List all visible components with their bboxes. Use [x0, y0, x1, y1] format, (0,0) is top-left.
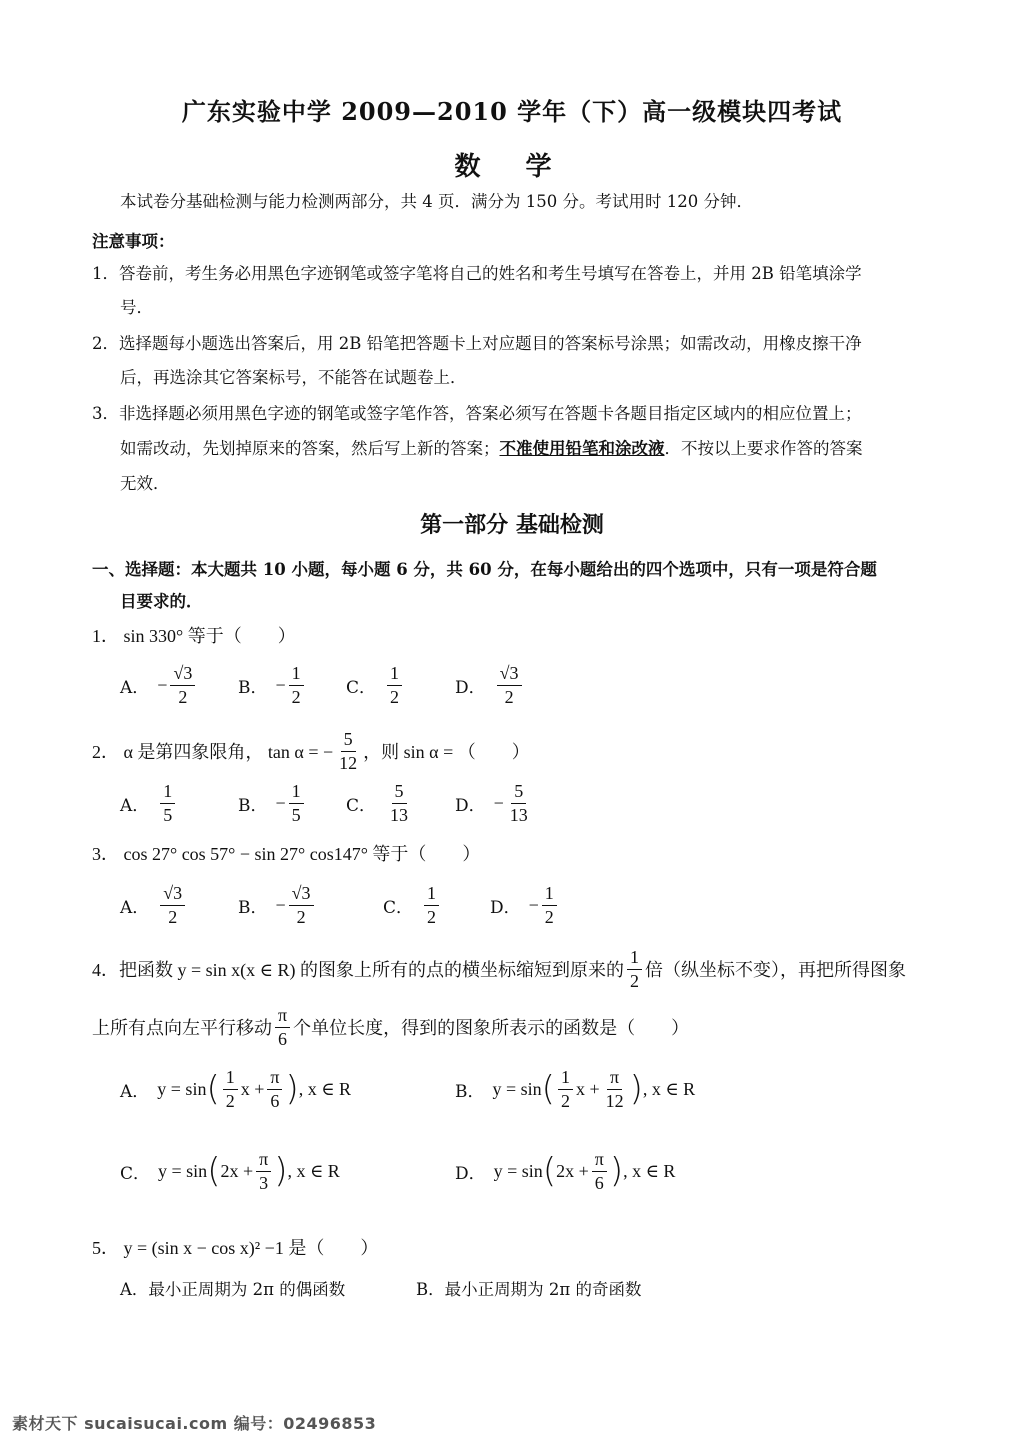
q2-option-a: A． $\frac{1}{5}$: [120, 782, 178, 825]
q4-option-b: B． y = sin ( $\frac{1}{2}$ x + $\frac{\pi}{12}$ ) , x ∈ R: [455, 1067, 696, 1111]
note-3-line-2: 如需改动，先划掉原来的答案，然后写上新的答案；不准使用铅笔和涂改液．不按以上要求作答的答案: [120, 439, 863, 458]
note-2-line-2: 后，再选涂其它答案标号，不能答在试题卷上．: [120, 368, 467, 387]
q2-option-c: C． $\frac{5}{13}$: [346, 781, 409, 825]
q3-option-d: D． − $\frac{1}{2}$: [490, 884, 560, 927]
q5-option-a: A．最小正周期为 2π 的偶函数: [120, 1280, 346, 1299]
q4-stem-line-2: 上所有点向左平行移动 $\frac{\pi}{6}$ 个单位长度，得到的图象所表示的函数是（ ）: [92, 1005, 690, 1049]
q4-option-d: D． y = sin ( 2x + $\frac{\pi}{6}$ ) , x ∈ R: [455, 1149, 676, 1193]
q3-option-b: B． − $\frac{√3}{2}$: [238, 884, 317, 927]
q2-option-b: B． − $\frac{1}{5}$: [238, 782, 307, 825]
note-1-line-2: 号．: [120, 298, 153, 317]
exam-intro: 本试卷分基础检测与能力检测两部分，共 4 页．满分为 150 分。考试用时 120 分钟．: [120, 192, 753, 211]
mc-instructions-line-2: 目要求的．: [120, 592, 203, 611]
q3-option-a: A． $\frac{√3}{2}$: [120, 884, 188, 927]
section-1-title: 第一部分 基础检测: [420, 512, 604, 538]
q1-option-c: C． $\frac{1}{2}$: [346, 664, 405, 707]
note-3-line-1: 3．非选择题必须用黑色字迹的钢笔或签字笔作答，答案必须写在答题卡各题目指定区域内的相应位置上；: [92, 404, 862, 423]
q3-option-c: C． $\frac{1}{2}$: [383, 884, 442, 927]
q2-option-d: D． − $\frac{5}{13}$: [455, 781, 528, 825]
q2-stem: 2． α 是第四象限角， tan α = − $\frac{5}{12}$ ，则 sin α = （ ）: [92, 729, 530, 773]
notes-heading: 注意事项：: [92, 232, 175, 251]
exam-title: 广东实验中学 2009—2010 学年（下）高一级模块四考试: [181, 97, 843, 126]
q4-option-c: C． y = sin ( 2x + $\frac{\pi}{3}$ ) , x ∈ R: [120, 1149, 340, 1193]
q3-stem: 3． cos 27° cos 57° − sin 27° cos147° 等于（ ）: [92, 844, 481, 864]
note-1-line-1: 1．答卷前，考生务必用黑色字迹钢笔或签字笔将自己的姓名和考生号填写在答卷上，并用 2B 铅笔填涂学: [92, 264, 862, 283]
q5-stem: 5． y = (sin x − cos x)² −1 是（ ）: [92, 1238, 379, 1258]
q1-stem: 1． sin 330° 等于（ ）: [92, 626, 296, 646]
watermark: 素材天下 sucaisucai.com 编号：02496853: [12, 1414, 377, 1433]
subject-title: 数 学: [454, 152, 570, 182]
underlined-warning: 不准使用铅笔和涂改液: [499, 439, 665, 458]
q1-option-a: A． − $\frac{√3}{2}$: [120, 664, 198, 707]
note-2-line-1: 2．选择题每小题选出答案后，用 2B 铅笔把答题卡上对应题目的答案标号涂黑；如需改动，用橡皮擦干净: [92, 334, 862, 353]
q1-option-b: B． − $\frac{1}{2}$: [238, 664, 307, 707]
q4-option-a: A． y = sin ( $\frac{1}{2}$ x + $\frac{\pi}{6}$ ) , x ∈ R: [120, 1067, 352, 1111]
mc-instructions-line-1: 一、选择题：本大题共 10 小题，每小题 6 分，共 60 分，在每小题给出的四个选项中，只有一项是符合题: [92, 560, 877, 579]
q5-option-b: B．最小正周期为 2π 的奇函数: [416, 1280, 642, 1299]
note-3-line-3: 无效．: [120, 474, 170, 493]
q4-stem-line-1: 4．把函数 y = sin x(x ∈ R) 的图象上所有的点的横坐标缩短到原来的 $\frac{1}{2}$ 倍（纵坐标不变），再把所得图象: [92, 947, 906, 991]
q1-option-d: D． $\frac{√3}{2}$: [455, 664, 525, 707]
